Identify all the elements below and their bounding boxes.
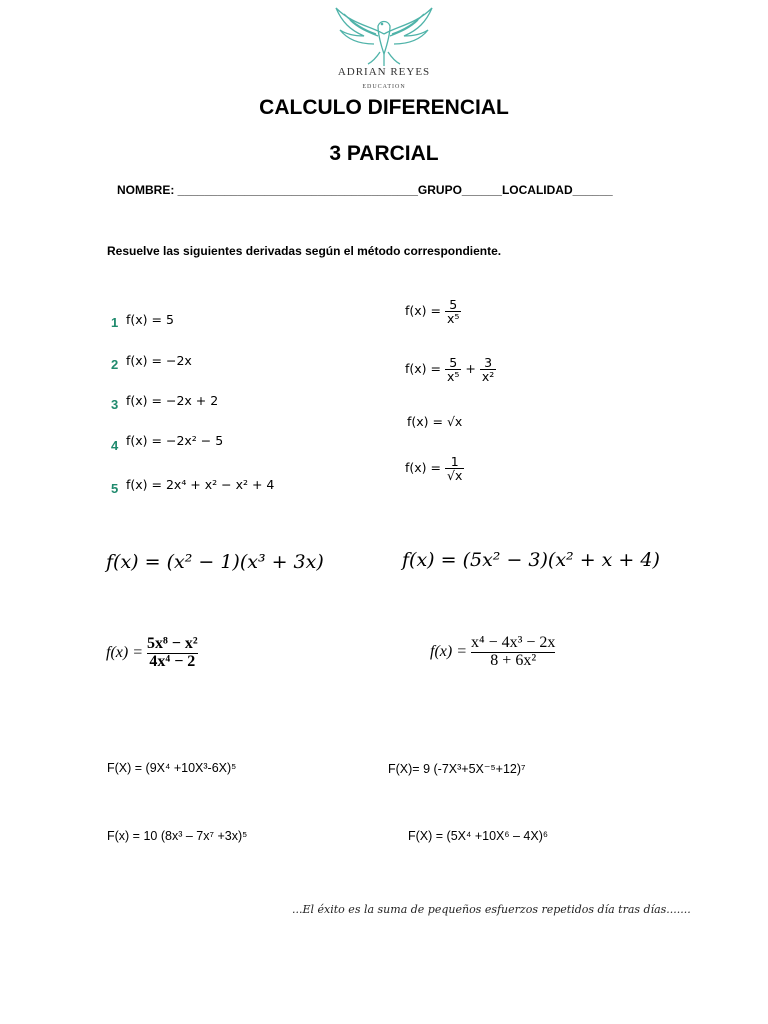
fraction	[480, 356, 496, 383]
denominator: x⁵	[446, 369, 460, 385]
exercise-number: 4	[111, 438, 119, 453]
denominator: 8 + 6x²	[471, 652, 555, 670]
exercise-4: f(x) = −2x² − 5	[126, 433, 224, 448]
exercise-r4	[405, 455, 464, 482]
student-info-line: NOMBRE: ____________________________________GRUPO______LOCALIDAD______	[117, 183, 613, 197]
exercise-r4-lhs: f(x) =	[405, 460, 441, 476]
exercise-r2	[405, 356, 496, 383]
numerator: 5x⁸ − x²	[147, 635, 198, 652]
logo-name: ADRIAN REYES	[337, 66, 431, 78]
numerator: 5	[449, 355, 458, 370]
denominator: √x	[446, 468, 463, 484]
eagle-logo	[330, 4, 438, 94]
exercise-number: 1	[111, 315, 119, 330]
numerator: 3	[484, 355, 493, 370]
exercise-r1-lhs: f(x) =	[405, 303, 441, 319]
page-subtitle: 3 PARCIAL	[329, 142, 439, 165]
numerator: 5	[449, 297, 458, 312]
fraction	[147, 636, 198, 671]
exercise-number: 3	[111, 397, 119, 412]
fraction	[471, 635, 555, 670]
motivational-quote: ...El éxito es la suma de pequeños esfuerzos repetidos día tras días.......	[292, 903, 691, 916]
numerator: 1	[450, 454, 459, 469]
plus-sign: +	[465, 361, 476, 377]
numerator: x⁴ − 4x³ − 2x	[471, 634, 556, 651]
exercise-r3: f(x) = √x	[407, 414, 463, 429]
instructions: Resuelve las siguientes derivadas según el método correspondiente.	[107, 244, 502, 258]
chain-exercise-d: F(X) = (5X⁴ +10X⁶ – 4X)⁶	[408, 829, 549, 843]
product-exercise-right: f(x) = (5x² − 3)(x² + x + 4)	[402, 549, 660, 571]
exercise-r2-lhs: f(x) =	[405, 361, 441, 377]
logo-subtitle: EDUCATION	[362, 84, 406, 90]
quotient-right-lhs: f(x) =	[430, 642, 467, 660]
eagle-icon	[330, 4, 438, 68]
exercise-1: f(x) = 5	[126, 312, 174, 327]
fraction	[445, 356, 461, 383]
exercise-number: 5	[111, 481, 119, 496]
fraction	[445, 455, 464, 482]
denominator: 4x⁴ − 2	[147, 653, 198, 671]
quotient-exercise-left	[106, 636, 198, 671]
page-title: CALCULO DIFERENCIAL	[259, 96, 509, 119]
chain-exercise-a: F(X) = (9X⁴ +10X³-6X)⁵	[107, 761, 237, 775]
chain-exercise-b: F(X)= 9 (-7X³+5X⁻⁵+12)⁷	[388, 762, 526, 776]
fraction	[445, 298, 461, 325]
exercise-5: f(x) = 2x⁴ + x² − x² + 4	[126, 477, 275, 492]
chain-exercise-c: F(x) = 10 (8x³ – 7x⁷ +3x)⁵	[107, 829, 248, 843]
denominator: x²	[481, 369, 495, 385]
denominator: x⁵	[446, 311, 460, 327]
product-exercise-left: f(x) = (x² − 1)(x³ + 3x)	[106, 551, 324, 573]
exercise-2: f(x) = −2x	[126, 353, 192, 368]
exercise-number: 2	[111, 357, 119, 372]
exercise-3: f(x) = −2x + 2	[126, 393, 219, 408]
quotient-exercise-right	[430, 635, 555, 670]
quotient-left-lhs: f(x) =	[106, 643, 143, 661]
exercise-r1	[405, 298, 461, 325]
